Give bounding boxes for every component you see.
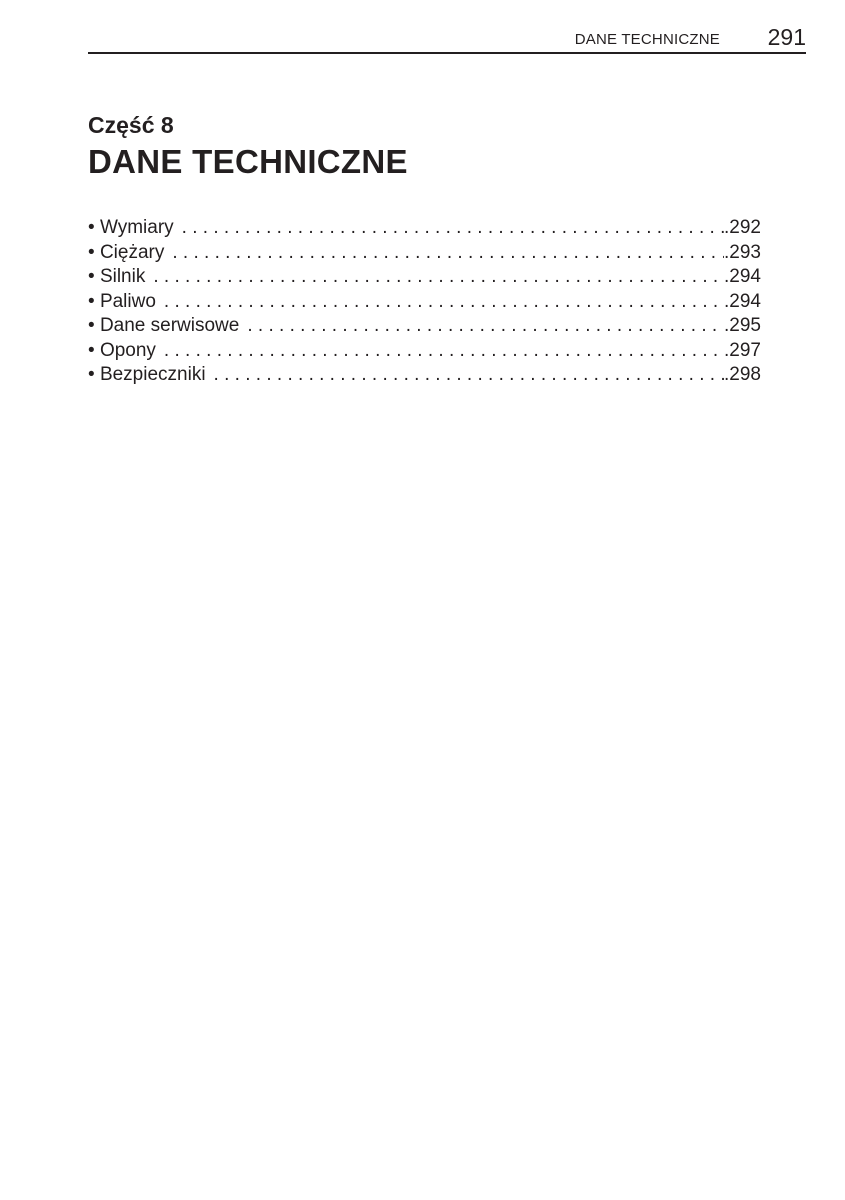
table-of-contents (88, 216, 761, 388)
dot-leader (182, 216, 724, 241)
toc-entry-page: .295 (724, 315, 761, 336)
dot-leader (164, 339, 724, 364)
toc-entry-page: .294 (724, 290, 761, 312)
running-header (88, 22, 806, 54)
bullet: • (88, 315, 95, 336)
header-page-number: 291 (767, 24, 806, 50)
toc-entry-label: • Paliwo (88, 290, 156, 312)
dot-leader (214, 363, 724, 388)
toc-entry-ciezary[interactable] (88, 241, 761, 266)
bullet: • (88, 266, 95, 287)
toc-entry-page: .292 (724, 217, 761, 238)
toc-entry-label: • Wymiary (88, 217, 174, 238)
bullet: • (88, 217, 95, 238)
dot-leader (164, 290, 724, 315)
header-section-title: DANE TECHNICZNE (574, 31, 720, 48)
toc-entry-label: • Ciężary (88, 241, 165, 263)
dot-leader (247, 314, 724, 339)
toc-entry-dane-serwisowe[interactable] (88, 314, 761, 339)
bullet: • (88, 290, 95, 312)
toc-entry-page: .293 (724, 241, 761, 263)
toc-entry-label: • Bezpieczniki (88, 364, 206, 385)
toc-entry-paliwo[interactable] (88, 290, 761, 315)
part-label: Część 8 (88, 112, 174, 138)
bullet: • (88, 241, 95, 263)
dot-leader (172, 241, 724, 266)
toc-entry-label: • Dane serwisowe (88, 315, 240, 336)
part-title: DANE TECHNICZNE (88, 143, 408, 180)
bullet: • (88, 364, 95, 385)
toc-entry-opony[interactable] (88, 339, 761, 364)
bullet: • (88, 339, 95, 361)
toc-entry-label: • Silnik (88, 266, 146, 287)
toc-entry-bezpieczniki[interactable] (88, 363, 761, 388)
toc-entry-wymiary[interactable] (88, 216, 761, 241)
toc-entry-page: .298 (724, 364, 761, 385)
toc-entry-page: .294 (724, 266, 761, 287)
toc-entry-page: .297 (724, 339, 761, 361)
dot-leader (153, 265, 724, 290)
toc-entry-label: • Opony (88, 339, 156, 361)
toc-entry-silnik[interactable] (88, 265, 761, 290)
